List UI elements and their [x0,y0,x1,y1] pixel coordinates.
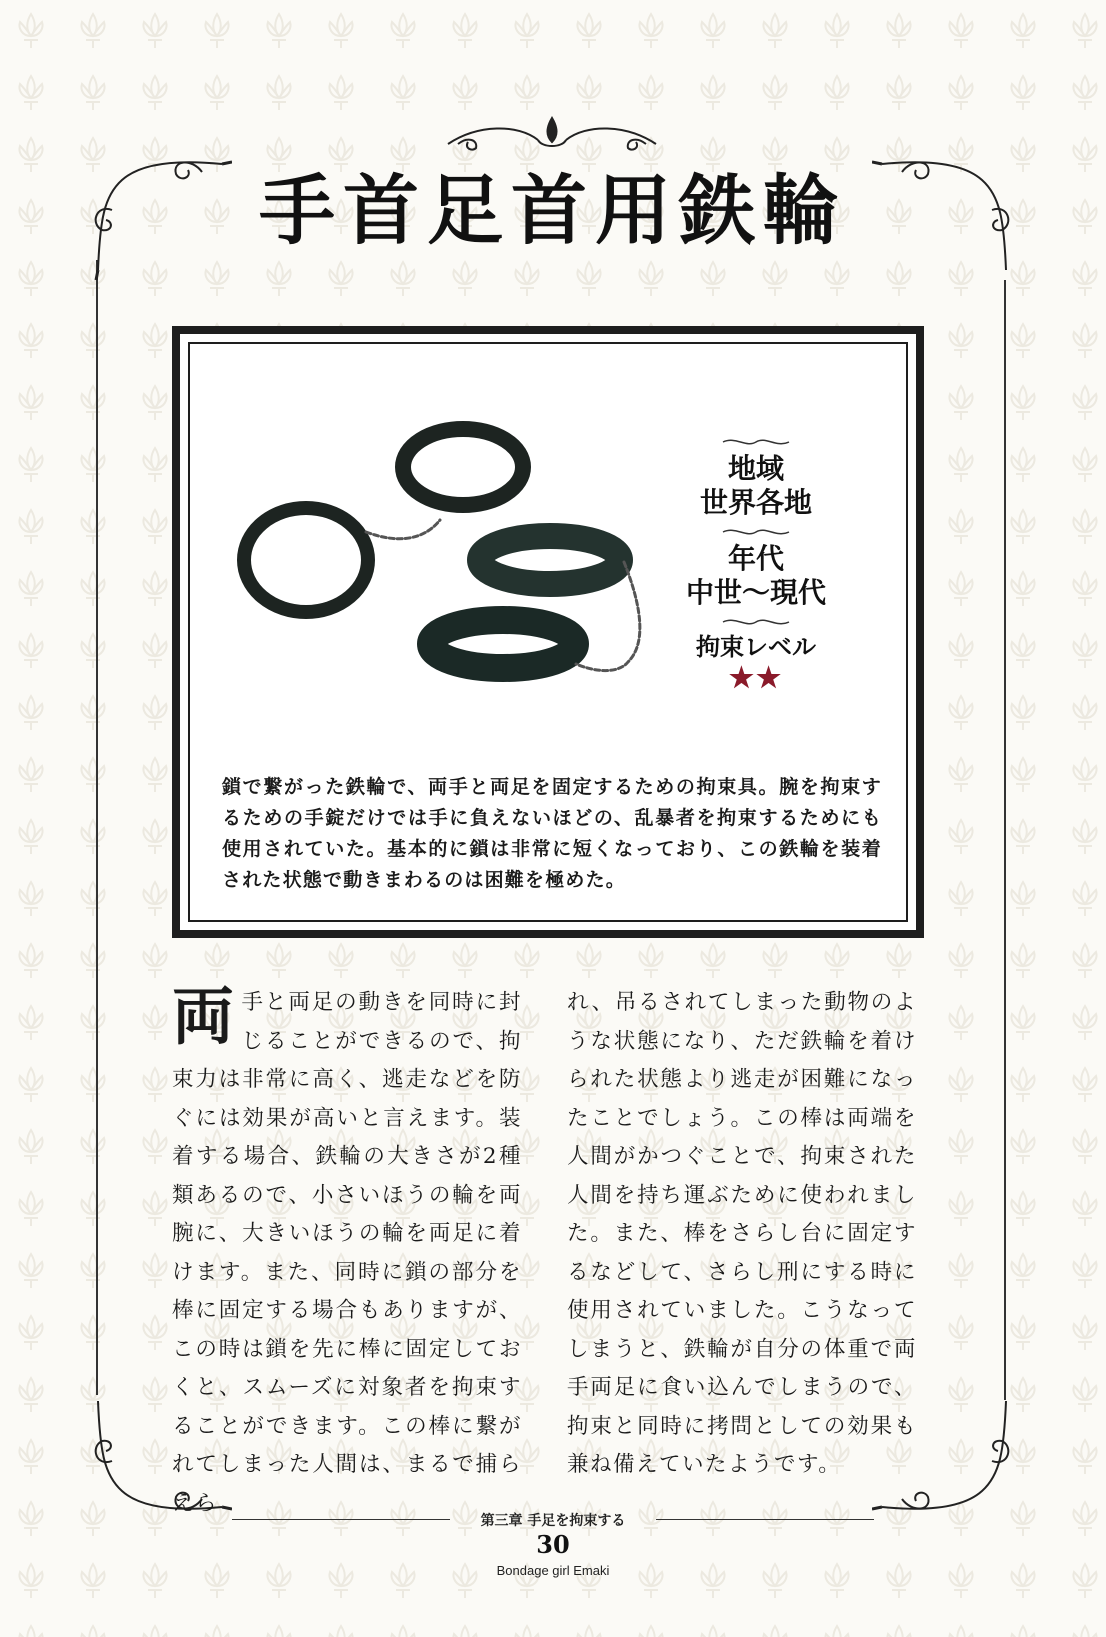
info-stats [656,436,856,700]
region-label: 地域 [727,452,784,485]
body-column-left [172,980,522,1523]
frame-line-left [96,260,98,1395]
item-caption: 鎖で繋がった鉄輪で、両手と両足を固定するための拘束具。腕を拘束するための手錠だけでは手に負えないほどの、乱暴者を拘束するためにも使用されていた。基本的に鎖は非常に短くなっており、この鉄輪を装着された状態で動きまわるのは困難を極めた。 [222,776,882,891]
divider-ornament [721,526,791,538]
book-title: Bondage girl Emaki [496,1563,610,1578]
iron-shackles-illustration [228,412,648,732]
drop-cap: 両 [172,980,236,1053]
restraint-level-label: 拘束レベル [696,632,816,661]
left-column-text: 手と両足の動きを同時に封じることができるので、拘束力は非常に高く、逃走などを防ぐには効果が高いと言えます。装着する場合、鉄輪の大きさが2種類あるので、小さいほうの輪を両腕に、大きいほうの輪を両足に着けます。また、同時に鎖の部分を棒に固定する場合もありますが、この時は鎖を先に棒に固定しておくと、スムーズに対象者を拘束することができます。この棒に繋がれてしまった人間は、まるで捕らえら [172,990,522,1516]
region-stat [656,436,856,520]
era-label: 年代 [727,542,784,575]
era-value: 中世〜現代 [685,576,826,609]
era-stat [656,526,856,610]
body-column-right: れ、吊るされてしまった動物のような状態になり、ただ鉄輪を着けられた状態より逃走が困難になったことでしょう。この棒は両端を人間がかつぐことで、拘束された人間を持ち運ぶために使われました。また、棒をさらし台に固定するなどして、さらし刑にする時に使用されていました。こうなってしまうと、鉄輪が自分の体重で両手両足に食い込んでしまうので、拘束と同時に拷問としての効果も兼ね備えていたようです。 [567,990,917,1477]
region-value: 世界各地 [699,486,812,519]
restraint-level-stars: ★★ [728,661,784,694]
chapter-label: 第三章 手足を拘束する [480,1513,626,1529]
divider-ornament [721,616,791,628]
divider-ornament [721,436,791,448]
restraint-stat [656,616,856,694]
page-number: 30 [536,1530,570,1559]
frame-line-right [1004,280,1006,1400]
page-title: 手首足首用鉄輪 [259,166,847,255]
